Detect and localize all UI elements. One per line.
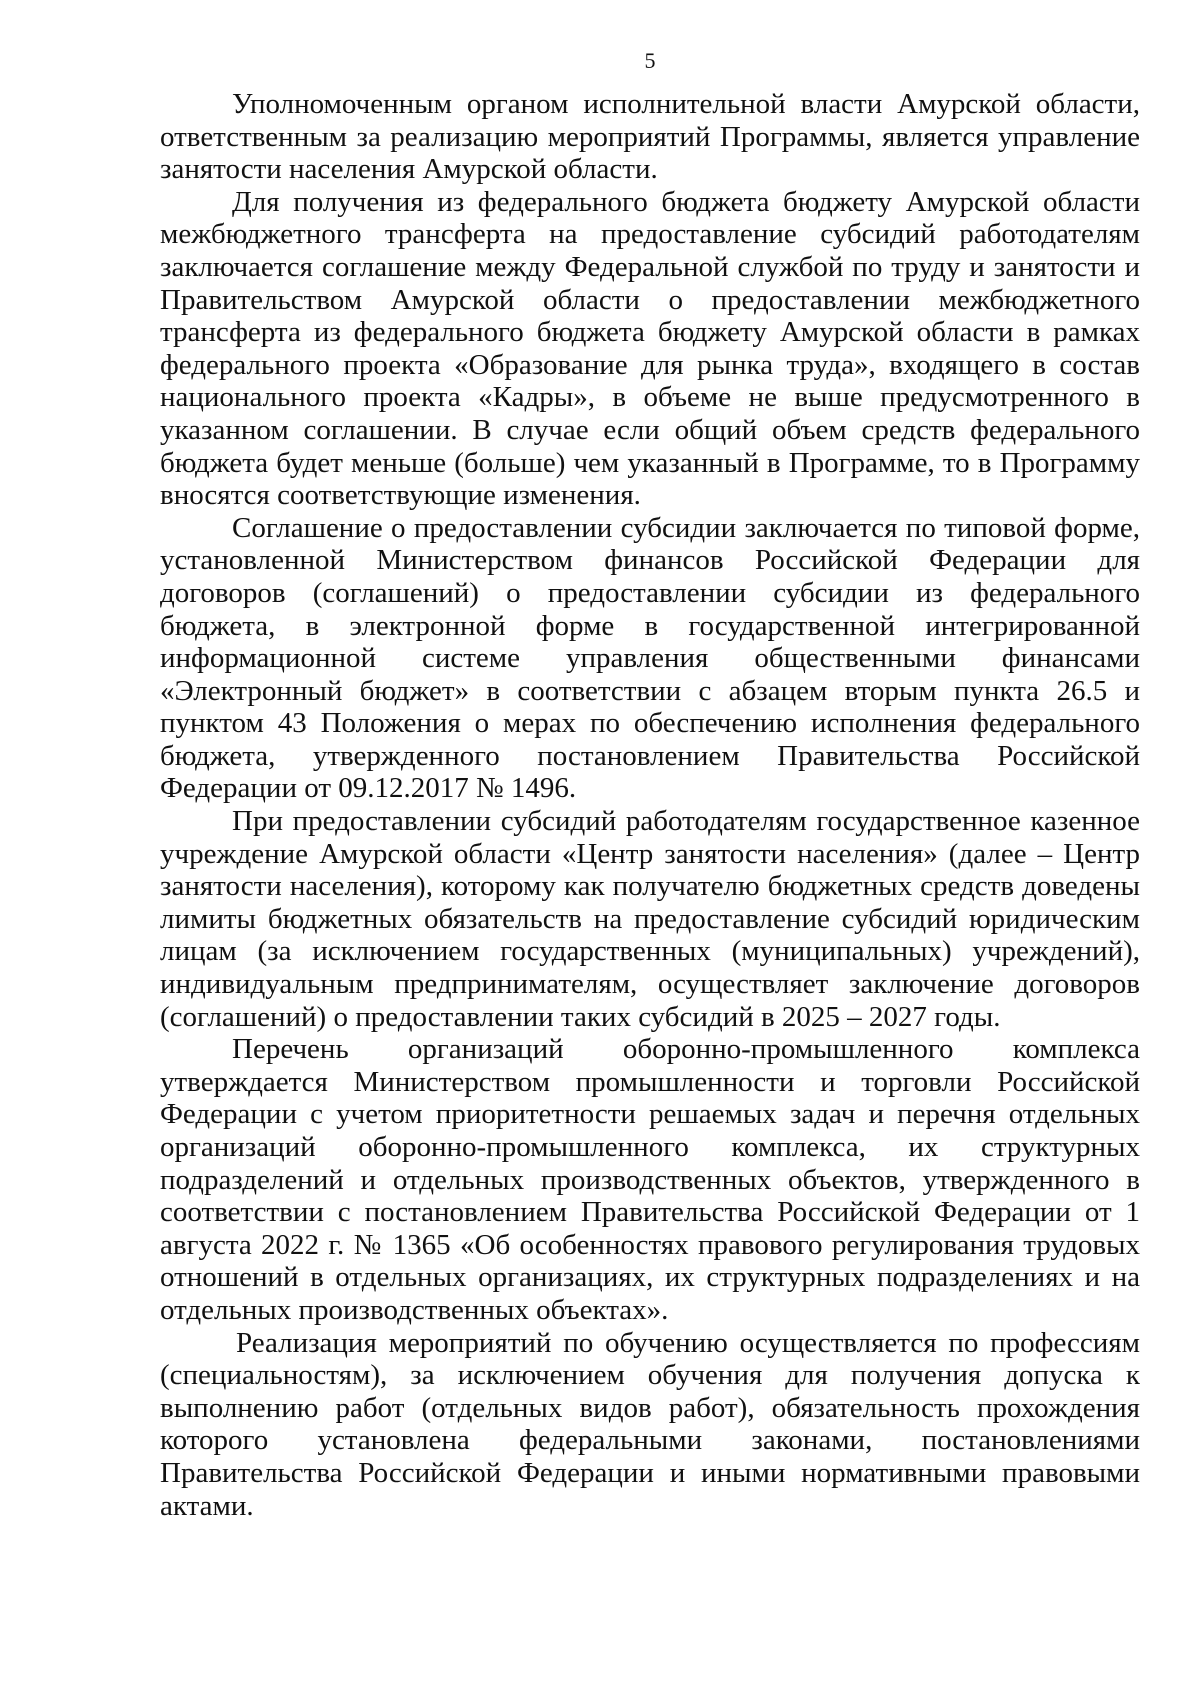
paragraph-employment-center: При предоставлении субсидий работодателям государственное казенное учреждение Амурской области «Центр занятости населения» (далее – Центр занятости населения), которому как получателю бюджетных средств доведены лимиты бюджетных обязательств на предоставление субсидий юридическим лицам (за исключением государственных (муниципальных) учреждений), индивидуальным предпринимателям, осуществляет заключение договоров (соглашений) о предоставлении таких субсидий в 2025 – 2027 годы. xyxy=(160,805,1140,1033)
paragraph-federal-transfer: Для получения из федерального бюджета бюджету Амурской области межбюджетного трансферта на предоставление субсидий работодателям заключается соглашение между Федеральной службой по труду и занятости и Правительством Амурской области о предоставлении межбюджетного трансферта из федерального бюджета бюджету Амурской области в рамках федерального проекта «Образование для рынка труда», входящего в состав национального проекта «Кадры», в объеме не выше предусмотренного в указанном соглашении. В случае если общий объем средств федерального бюджета будет меньше (больше) чем указанный в Программе, то в Программу вносятся соответствующие изменения. xyxy=(160,185,1140,512)
paragraph-defense-organizations: Перечень организаций оборонно-промышленного комплекса утверждается Министерством промышленности и торговли Российской Федерации с учетом приоритетности решаемых задач и перечня отдельных организаций оборонно-промышленного комплекса, их структурных подразделений и отдельных производственных объектов, утвержденного в соответствии с постановлением Правительства Российской Федерации от 1 августа 2022 г. № 1365 «Об особенностях правового регулирования трудовых отношений в отдельных организациях, их структурных подразделениях и на отдельных производственных объектах». xyxy=(160,1033,1140,1326)
paragraph-subsidy-agreement: Соглашение о предоставлении субсидии заключается по типовой форме, установленной Министерством финансов Российской Федерации для договоров (соглашений) о предоставлении субсидии из федерального бюджета, в электронной форме в государственной интегрированной информационной системе управления общественными финансами «Электронный бюджет» в соответствии с абзацем вторым пункта 26.5 и пунктом 43 Положения о мерах по обеспечению исполнения федерального бюджета, утвержденного постановлением Правительства Российской Федерации от 09.12.2017 № 1496. xyxy=(160,511,1140,805)
paragraph-training-implementation: Реализация мероприятий по обучению осуществляется по профессиям (специальностям), за исключением обучения для получения допуска к выполнению работ (отдельных видов работ), обязательность прохождения которого установлена федеральными законами, постановлениями Правительства Российской Федерации и иными нормативными правовыми актами. xyxy=(160,1326,1140,1522)
page-number: 5 xyxy=(644,48,656,73)
document-page xyxy=(160,48,1140,1522)
paragraph-authorized-body: Уполномоченным органом исполнительной власти Амурской области, ответственным за реализацию мероприятий Программы, является управление занятости населения Амурской области. xyxy=(160,88,1140,186)
